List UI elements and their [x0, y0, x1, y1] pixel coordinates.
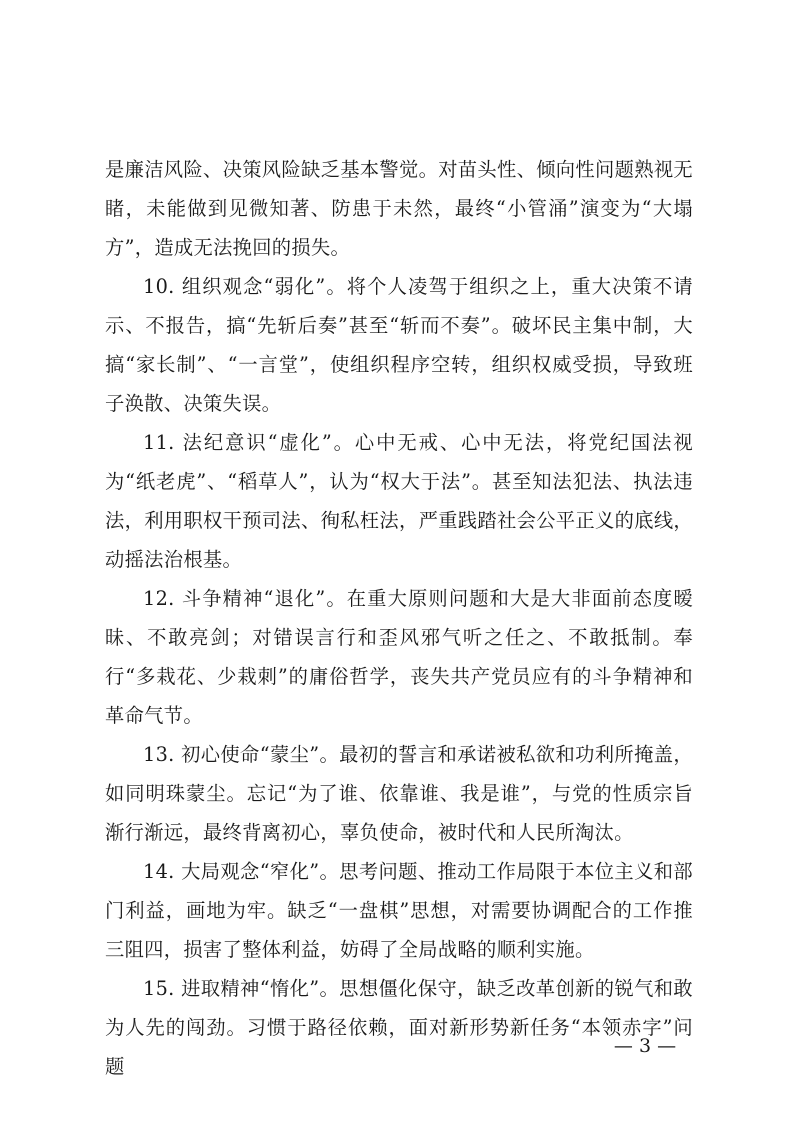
- paragraph-item-13: 13. 初心使命“蒙尘”。最初的誓言和承诺被私欲和功利所掩盖，如同明珠蒙尘。忘记“为了谁、依靠谁、我是谁”，与党的性质宗旨渐行渐远，最终背离初心，辜负使命，被时代和人民所淘汰。: [105, 743, 693, 844]
- paragraph-continuation: 是廉洁风险、决策风险缺乏基本警觉。对苗头性、倾向性问题熟视无睹，未能做到见微知著、防患于未然，最终“小管涌”演变为“大塌方”，造成无法挽回的损失。: [105, 158, 693, 259]
- page-number: — 3 —: [613, 1035, 677, 1057]
- paragraph-item-15: 15. 进取精神“惰化”。思想僵化保守，缺乏改革创新的锐气和敢为人先的闯劲。习惯于路径依赖，面对新形势新任务“本领赤字”问题: [105, 977, 693, 1078]
- paragraph-item-11: 11. 法纪意识“虚化”。心中无戒、心中无法，将党纪国法视为“纸老虎”、“稻草人”，认为“权大于法”。甚至知法犯法、执法违法，利用职权干预司法、徇私枉法，严重践踏社会公平正义的底线，动摇法治根基。: [105, 431, 693, 571]
- paragraph-item-14: 14. 大局观念“窄化”。思考问题、推动工作局限于本位主义和部门利益，画地为牢。缺乏“一盘棋”思想，对需要协调配合的工作推三阻四，损害了整体利益，妨碍了全局战略的顺利实施。: [105, 860, 693, 961]
- paragraph-item-12: 12. 斗争精神“退化”。在重大原则问题和大是大非面前态度暧昧、不敢亮剑；对错误言行和歪风邪气听之任之、不敢抵制。奉行“多栽花、少栽刺”的庸俗哲学，丧失共产党员应有的斗争精神和革命气节。: [105, 587, 693, 727]
- document-body: [105, 150, 693, 1086]
- paragraph-item-10: 10. 组织观念“弱化”。将个人凌驾于组织之上，重大决策不请示、不报告，搞“先斩后奏”甚至“斩而不奏”。破坏民主集中制，大搞“家长制”、“一言堂”，使组织程序空转，组织权威受损，导致班子涣散、决策失误。: [105, 275, 693, 415]
